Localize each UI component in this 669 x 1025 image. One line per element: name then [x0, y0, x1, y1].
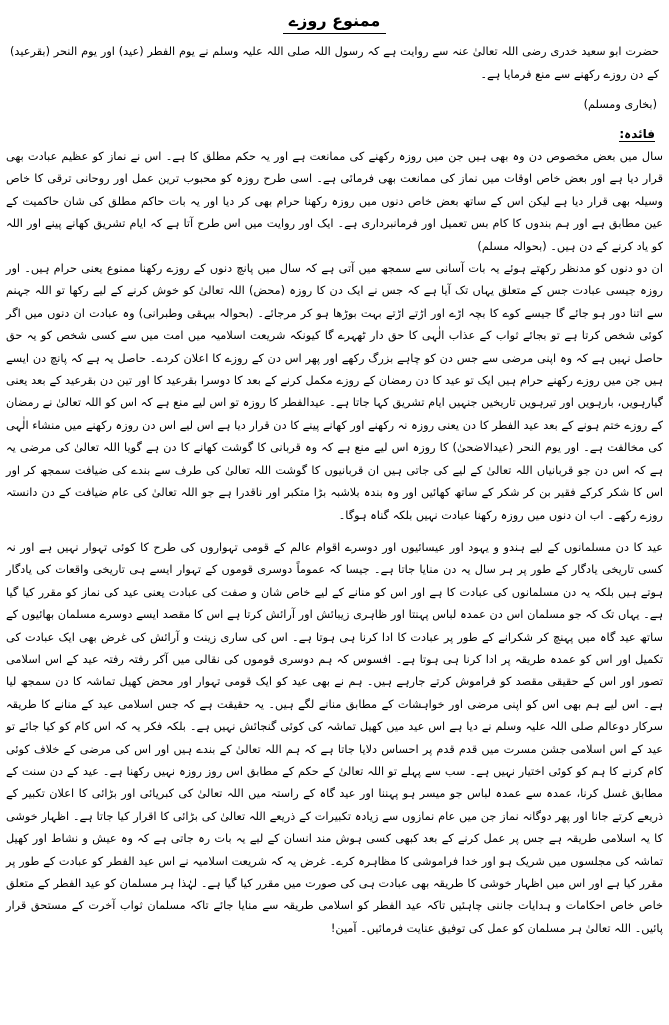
commentary-paragraph: سال میں بعض مخصوص دن وہ بھی ہیں جن میں روزہ رکھنے کی ممانعت ہے اور یہ حکم مطلق کا ہے۔ اس نے نماز کو عظیم عبادت بھی قرار دیا ہے اور بعض خاص اوقات میں نماز کی ممانعت بھی فرمائی ہے۔ اسی طرح روزہ کو محبوب ترین عمل اور روحانی ترقی کا خاص وسیلہ بھی قرار دیا ہے لیکن اس کے ساتھ بعض خاص دنوں میں روزہ رکھنا حرام بھی کر دیا اور یہ بات حاکم مطلق کی شان حاکمیت کے عین مطابق ہے اور ہم بندوں کا کام بس تعمیل اور فرمانبرداری ہے۔ ایک اور روایت میں اس طرح آتا ہے کہ ایام تشریق کھانے پینے اور اللہ کو یاد کرنے کے دن ہیں۔ (بحوالہ مسلم): [6, 150, 663, 253]
commentary-body: [6, 146, 663, 940]
faida-heading: فائدہ:: [619, 127, 655, 141]
commentary-paragraph: عید کا دن مسلمانوں کے لیے ہندو و یہود اور عیسائیوں اور دوسرے اقوام عالم کے قومی تہواروں کی طرح کا کوئی تہوار نہیں ہے اور نہ کسی تاریخی یادگار کے طور پر ہر سال یہ دن منایا جاتا ہے۔ جیسا کہ عموماً دوسری قوموں کے تہوار ایسے ہی تاریخی واقعات کی یادگار ہوتے ہیں بلکہ یہ دن مسلمانوں کی عبادت کا ہے اور اس کو منانے کے لیے خاص شان و صفت کی عبادت یعنی عید کی نماز کو مقرر کیا گیا ہے۔ یہاں تک کہ جو مسلمان اس دن عمدہ لباس پہنتا اور ظاہری زیبائش اور آرائش کرتا ہے اس کا مقصد ایسے دوسرے مسلمان بھائیوں کے ساتھ عید گاہ میں پہنچ کر شکرانے کے طور پر عبادت کا ادا کرنا ہی ہوتا ہے۔ اس کی ساری زینت و آرائش کی غرض بھی ایک عبادت کی تکمیل اور اس کو عمدہ طریقہ پر ادا کرنا ہی ہوتا ہے۔ افسوس کہ ہم دوسری قوموں کی نقالی میں آکر رفتہ رفتہ عید کے اس اسلامی تصور اور اس کے حقیقی مقصد کو فراموش کرتے جارہے ہیں۔ ہم نے بھی عید کو ایک قومی تہوار اور محض کھیل تماشہ کا دن سمجھ لیا ہے۔ اس لیے ہم بھی اس کو اپنی مرضی اور خواہشات کے مطابق منانے لگے ہیں۔ یہ حقیقت ہے کہ جس اسلامی عید کے منانے کا طریقہ سرکار دوعالم صلی اللہ علیہ وسلم نے دیا ہے اس عید میں کھیل تماشہ کی کوئی گنجائش نہیں ہے۔ بلکہ فکر یہ کہ اس کام کو کیا جائے تو عید کے اس اسلامی جشن مسرت میں قدم قدم پر احساس دلایا جاتا ہے کہ ہم اللہ تعالیٰ کے بندے ہیں اور اس کی مرضی کے خلاف کوئی کام کرنے کا ہم کو کوئی اختیار نہیں ہے۔ سب سے پہلے تو اللہ تعالیٰ کے حکم کے مطابق اس روز روزہ نہیں رکھنا ہے۔ عید کے دن سنت کے مطابق غسل کرنا، عمدہ سے عمدہ لباس جو میسر ہو پہننا اور عید گاہ کے راستہ میں اللہ تعالیٰ کی کبریائی اور بڑائی کا اعلان تکبیر کے ذریعے کرتے جانا اور پھر دوگانہ نماز جن میں عام نمازوں سے زیادہ تکبیرات کے ذریعے اللہ تعالیٰ کی بڑائی کا اقرار کیا جاتا ہے۔ اظہار خوشی کا یہ اسلامی طریقہ ہے جس پر عمل کرنے کے بعد کبھی کسی ہوش مند انسان کے لیے یہ بات رہ جاتی ہے کہ وہ عیش و نشاط اور کھیل تماشہ کی مجلسوں میں شریک ہو اور خدا فراموشی کا مظاہرہ کرے۔ غرض یہ کہ شریعت اسلامیہ نے اس عید الفطر کو عبادت کے طور پر مقرر کیا ہے اور اس میں اظہار خوشی کا طریقہ بھی عبادت ہی کی صورت میں مقرر کیا گیا ہے۔ لہٰذا ہر مسلمان کو عید الفطر کے متعلق خاص خاص احکامات و ہدایات جاننی چاہئیں تاکہ عید الفطر کو اسلامی طریقہ سے منایا جائے تاکہ مسلمان ثواب آخرت کے مستحق قرار پائیں۔ اللہ تعالیٰ ہر مسلمان کو عمل کی توفیق عنایت فرمائیں۔ آمین!: [6, 540, 663, 935]
hadith-text: حضرت ابو سعید خدری رضی اللہ تعالیٰ عنہ سے روایت ہے کہ رسول اللہ صلی اللہ علیہ وسلم نے یوم الفطر (عید) اور یوم النحر (بقرعید) کے دن روزے رکھنے سے منع فرمایا ہے۔: [10, 45, 659, 81]
page-title: ممنوع روزے: [0, 10, 669, 34]
hadith-reference: (بخاری ومسلم): [583, 98, 657, 111]
commentary-paragraph: ان دو دنوں کو مدنظر رکھتے ہوئے یہ بات آسانی سے سمجھ میں آتی ہے کہ سال میں پانچ دنوں کے روزے رکھنا ممنوع یعنی حرام ہیں۔ اور روزہ جیسی عبادت جس کے متعلق یہاں تک آیا ہے کہ جس نے ایک دن کا روزہ (محض) اللہ تعالیٰ کو خوش کرنے کے لیے رکھا تو اللہ جہنم سے اتنا دور ہو جائے گا جیسے کوے کا بچہ اڑے اور اڑتے اڑتے بہت بوڑھا ہو کر مرجائے۔ (بحوالہ بیہقی وطبرانی) وہ عبادت ان دنوں میں اگر کوئی شخص کرتا ہے تو بجائے ثواب کے عذاب الٰہی کا حق دار ٹھہرے گا کیونکہ شریعت اسلامیہ میں امت میں سے کسی شخص کو یہ حق حاصل نہیں ہے کہ وہ اپنی مرضی سے جس دن کو چاہے بزرگ رکھے اور پھر اس دن کے روزے کا اعلان کردے۔ حاصل یہ ہے کہ پانچ دن ایسے ہیں جن میں روزے رکھنے حرام ہیں ایک تو عید کا دن رمضان کے روزے مکمل کرنے کے بعد کا دوسرا بقرعید کا اور تین دن بقرعید کے بعد یعنی گیارہویں، بارہویں اور تیرہویں تاریخیں جنہیں ایام تشریق کہا جاتا ہے۔ عیدالفطر کا روزہ تو اس لیے منع ہے کہ اس کو اللہ تعالیٰ نے رمضان کے روزے ختم ہونے کے بعد عید الفطر کا دن یعنی روزہ نہ رکھنے اور کھانے پینے کا دن قرار دیا ہے اس لیے اس دن روزہ رکھنے میں منشاء الٰہی کی مخالفت ہے۔ اور یوم النحر (عیدالاضحیٰ) کا روزہ اس لیے منع ہے کہ وہ قربانی کا گوشت کھانے کا دن ہے گویا اللہ تعالیٰ کی مرضی یہ ہے کہ اس دن جو قربانیاں اللہ تعالیٰ کے لیے کی جاتی ہیں ان قربانیوں کا گوشت اللہ تعالیٰ کی طرف سے بندے کی ضیافت سمجھ کر اور اس کا شکر کرکے فقیر بن کر شکر کے ساتھ کھائیں اور وہ بندہ بلاشبہ بڑا متکبر اور ناقدرا ہے جو اللہ تعالیٰ کی عام ضیافت کے دن دانستہ روزے رکھے۔ اب ان دنوں میں روزہ رکھنا عبادت نہیں بلکہ گناہ ہوگا۔: [6, 262, 663, 522]
